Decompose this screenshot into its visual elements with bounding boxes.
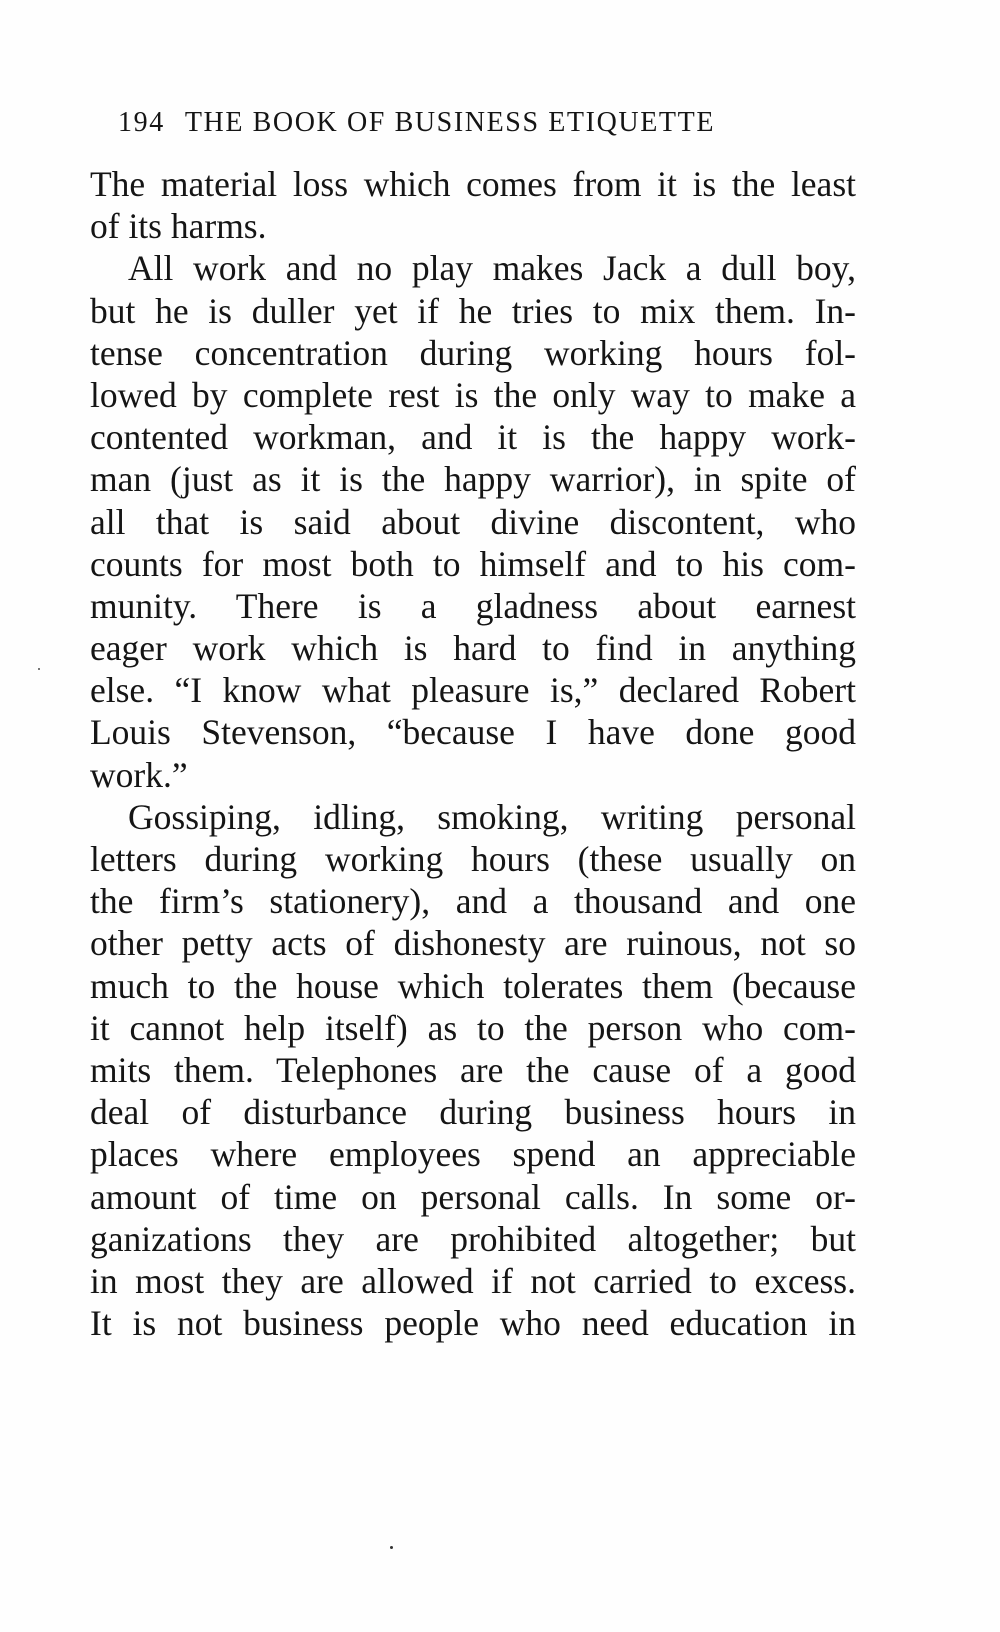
text-line: man (just as it is the happy warrior), in spite of (90, 459, 856, 500)
text-line: All work and no play makes Jack a dull boy, (128, 248, 856, 289)
text-line: but he is duller yet if he tries to mix them. In- (90, 290, 856, 331)
text-line: deal of disturbance during business hours in (90, 1092, 856, 1133)
page-number: 194 (118, 107, 165, 138)
text-line: else. “I know what pleasure is,” declared Robert (90, 670, 856, 711)
running-head (118, 106, 898, 140)
text-line: The material loss which comes from it is the least (90, 164, 856, 204)
text-line: eager work which is hard to find in anything (90, 628, 856, 669)
text-line: munity. There is a gladness about earnest (90, 585, 856, 626)
body-text (90, 163, 856, 1344)
running-title: THE BOOK OF BUSINESS ETIQUETTE (184, 107, 716, 138)
text-line: other petty acts of dishonesty are ruinous, not so (90, 923, 856, 964)
text-line: all that is said about divine discontent, who (90, 501, 856, 542)
text-line: of its harms. (90, 206, 267, 247)
text-line: much to the house which tolerates them (because (90, 965, 856, 1006)
text-line: Gossiping, idling, smoking, writing personal (128, 796, 856, 837)
text-line: amount of time on personal calls. In some or- (90, 1176, 856, 1217)
text-line: work.” (90, 754, 188, 795)
text-line: tense concentration during working hours fol- (90, 332, 856, 373)
text-line: ganizations they are prohibited altogether; but (90, 1218, 856, 1259)
text-line: mits them. Telephones are the cause of a good (90, 1049, 856, 1090)
text-line: it cannot help itself) as to the person who com- (90, 1007, 856, 1048)
text-line: Louis Stevenson, “because I have done good (90, 712, 856, 753)
text-line: in most they are allowed if not carried to excess. (90, 1260, 856, 1301)
text-line: lowed by complete rest is the only way to make a (90, 374, 856, 415)
ink-speck (390, 1546, 393, 1549)
text-line: It is not business people who need education in (90, 1303, 856, 1344)
margin-speck (38, 668, 40, 670)
text-line: the firm’s stationery), and a thousand and one (90, 881, 856, 922)
text-line: contented workman, and it is the happy work- (90, 417, 856, 458)
text-line: places where employees spend an appreciable (90, 1134, 856, 1175)
text-line: counts for most both to himself and to his com- (90, 543, 856, 584)
text-line: letters during working hours (these usually on (90, 839, 856, 879)
